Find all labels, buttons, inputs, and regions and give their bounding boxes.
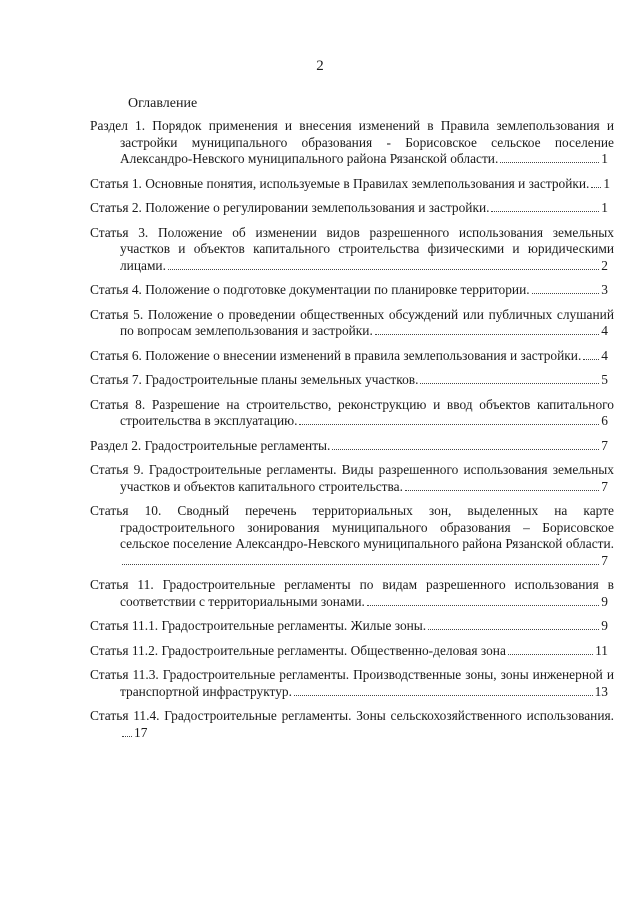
toc-entry-title: Статья 7. Градостроительные планы земельных участков. [90,372,419,387]
toc-entry-page: 7 [601,552,608,568]
toc-entry-page: 3 [601,282,608,297]
toc-entry-title: Статья 4. Положение о подготовке документации по планировке территории. [90,282,530,297]
toc-entry-title: Статья 6. Положение о внесении изменений в правила землепользования и застройки. [90,347,582,363]
dot-leader [405,489,599,491]
toc-entry[interactable] [90,397,614,430]
toc-entry-page: 7 [601,437,608,453]
toc-entry[interactable] [90,708,614,741]
dot-leader [332,448,599,450]
toc-entry-page: 13 [594,683,608,699]
toc-entry-page: 1 [601,151,608,166]
toc-entry[interactable] [90,618,614,635]
toc-entry-title: Статья 10. Сводный перечень территориальных зон, выделенных на карте градостроительного зонирования муниципального образования – Борисовское сельское поселение Александро-Невского муниципального района Рязанской области. [90,503,614,551]
toc-entry-page: 4 [601,323,608,338]
dot-leader [294,694,593,696]
toc-entry-title: Статья 11.3. Градостроительные регламенты. Производственные зоны, зоны инженерной и транспортной инфраструктур. [90,667,614,699]
toc-entry-title: Статья 8. Разрешение на строительство, реконструкцию и ввод объектов капитального строительства в эксплуатацию. [90,396,614,428]
toc-entry-page: 6 [601,413,608,428]
toc-entry[interactable] [90,118,614,168]
toc-entry[interactable] [90,307,614,340]
toc-entry[interactable] [90,225,614,275]
toc-entry-title: Статья 11.2. Градостроительные регламенты. Общественно-деловая зона [90,642,506,658]
toc-entry-title: Статья 9. Градостроительные регламенты. Виды разрешенного использования земельных участков и объектов капитального строительства. [90,462,614,494]
dot-leader [508,653,593,655]
toc-entry-page: 9 [601,618,608,633]
dot-leader [168,268,599,270]
toc-entry[interactable] [90,176,614,193]
toc-entry[interactable] [90,667,614,700]
toc-entry[interactable] [90,438,614,455]
toc-entry-title: Статья 11.4. Градостроительные регламенты. Зоны сельскохозяйственного использования. [90,708,614,723]
dot-leader [299,423,599,425]
toc-entry-page: 4 [601,347,608,363]
toc-entry-page: 2 [601,257,608,273]
dot-leader [532,292,600,294]
dot-leader [122,563,599,565]
toc-entry-page: 9 [601,593,608,609]
dot-leader [122,735,132,737]
dot-leader [500,161,599,163]
toc-entry-title: Раздел 1. Порядок применения и внесения изменений в Правила землепользования и застройки муниципального образования - Борисовское сельское поселение Александро-Невского муниципального района Рязанской области. [90,118,614,166]
dot-leader [420,382,599,384]
toc-entry[interactable] [90,200,614,217]
toc-entry[interactable] [90,503,614,569]
dot-leader [367,604,599,606]
toc-entry-title: Статья 5. Положение о проведении общественных обсуждений или публичных слушаний по вопросам землепользования и застройки. [90,306,614,338]
toc-entry[interactable] [90,577,614,610]
toc-entry-title: Статья 1. Основные понятия, используемые в Правилах землепользования и застройки. [90,175,590,191]
table-of-contents [90,118,614,749]
dot-leader [428,628,599,630]
dot-leader [591,186,601,188]
toc-entry-page: 17 [134,724,148,740]
toc-entry-page: 7 [601,478,608,494]
toc-entry[interactable] [90,282,614,299]
toc-entry-title: Раздел 2. Градостроительные регламенты. [90,437,331,453]
toc-entry[interactable] [90,643,614,660]
toc-entry-title: Статья 11.1. Градостроительные регламенты. Жилые зоны. [90,618,427,633]
toc-entry[interactable] [90,372,614,389]
toc-entry-page: 5 [601,372,608,387]
toc-heading: Оглавление [128,96,198,111]
toc-entry-title: Статья 3. Положение об изменении видов разрешенного использования земельных участков и объектов капитального строительства физическими и юридическими лицами. [90,224,614,273]
dot-leader [491,210,599,212]
toc-entry-page: 1 [603,175,611,191]
page-number: 2 [316,58,324,74]
toc-entry-title: Статья 11. Градостроительные регламенты по видам разрешенного использования в соответствии с территориальными зонами. [90,577,614,609]
toc-entry-title: Статья 2. Положение о регулировании землепользования и застройки. [90,200,490,215]
toc-entry[interactable] [90,462,614,495]
dot-leader [375,333,599,335]
toc-entry-page: 1 [601,200,608,215]
dot-leader [583,358,599,360]
toc-entry-page: 11 [595,642,608,658]
toc-entry[interactable] [90,348,614,365]
